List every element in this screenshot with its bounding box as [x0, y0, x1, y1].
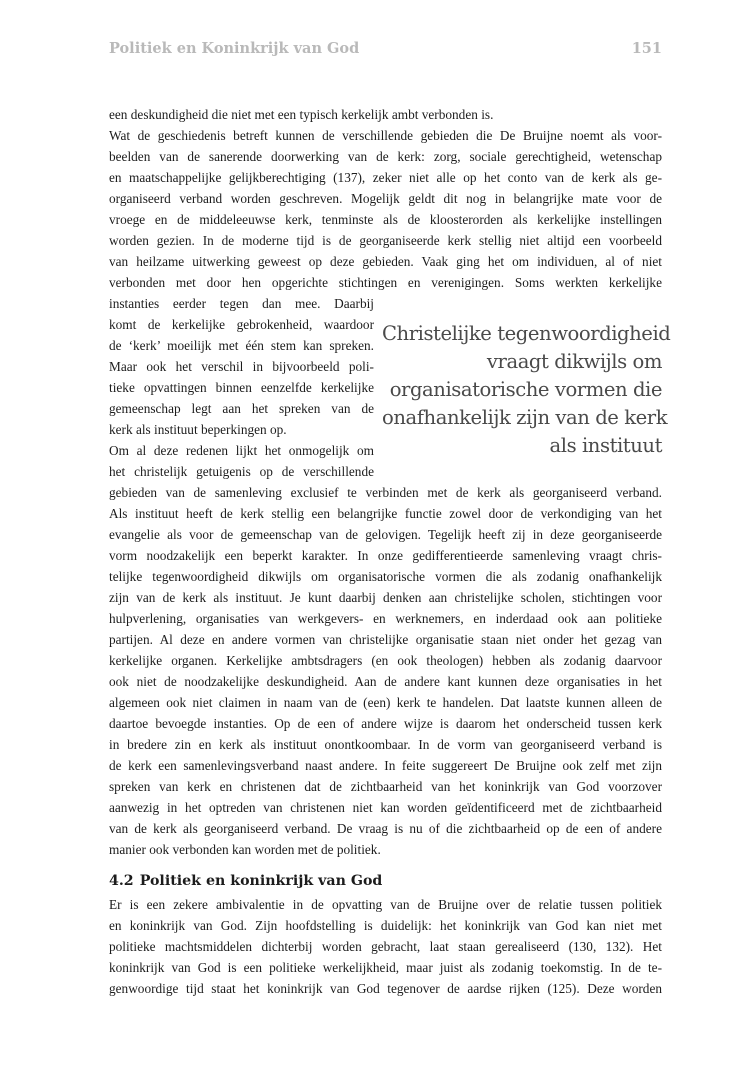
pull-quote-line: organisatorische vormen die [389, 378, 662, 401]
section-title: Politiek en koninkrijk van God [139, 873, 383, 889]
text-line: en maatschappelijke gelijkberechtiging (137), zeker niet alle op het conto van de kerk als ge- [109, 170, 662, 185]
text-line: de ‘kerk’ moeilijk met één stem kan spreken. [109, 338, 374, 353]
text-line: manier ook verbonden kan worden met de politiek. [109, 842, 381, 857]
pull-quote-line: Christelijke tegenwoordigheid [382, 322, 671, 345]
text-line: komt de kerkelijke gebrokenheid, waardoor [109, 317, 374, 332]
text-line: en koninkrijk van God. Zijn hoofdstelling is duidelijk: het koninkrijk van God kan niet met [109, 918, 662, 933]
text-line: hulpverlening, organisaties van werkgevers- en werknemers, en inderdaad ook aan politieke [109, 611, 662, 626]
main-text-block [109, 482, 662, 860]
text-line: gemeenschap legt aan het spreken van de [109, 401, 374, 416]
text-line: algemeen ook niet claimen in naam van de (een) kerk te handelen. Dat laatste kunnen alleen de [109, 695, 662, 710]
text-line: tieke opvattingen binnen eenzelfde kerkelijke [109, 380, 374, 395]
pull-quote [382, 320, 671, 460]
page-number: 151 [631, 40, 662, 57]
text-line: van de kerk als georganiseerd verband. De vraag is nu of die zichtbaarheid op de een of andere [109, 821, 662, 836]
text-line: verbonden met door hen opgerichte stichtingen en verenigingen. Soms werkten kerkelijke [109, 275, 662, 290]
text-line: organiseerd verband worden geschreven. Mogelijk geldt dit nog in belangrijke mate voor de [109, 191, 662, 206]
text-line: zijn van de kerk als instituut. Je kunt daarbij denken aan christelijke scholen, stichtingen voor [109, 590, 662, 605]
text-line: partijen. Al deze en andere vormen van christelijke organisatie staan niet onder het gezag van [109, 632, 662, 647]
text-line: beelden van de sanerende doorwerking van de kerk: zorg, sociale gerechtigheid, wetenschap [109, 149, 662, 164]
section-heading [109, 873, 662, 889]
text-line: vorm noodzakelijk een beperkt karakter. In onze gedifferentieerde samenleving vraagt chris- [109, 548, 662, 563]
pull-quote-line: onafhankelijk zijn van de kerk [382, 406, 668, 429]
text-line: Maar ook het verschil in bijvoorbeeld poli- [109, 359, 374, 374]
text-line: telijke tegenwoordigheid dikwijls om organisatorische vormen die als zodanig onafhankelijk [109, 569, 662, 584]
text-line: koninkrijk van God is een politieke werkelijkheid, maar juist als zodanig toekomstig. In de te- [109, 960, 662, 975]
top-text-block [109, 104, 662, 293]
text-line: genwoordige tijd staat het koninkrijk van God tegenover de aardse rijken (125). Deze worden [109, 981, 662, 996]
text-line: daartoe bevoegde instanties. Op de een of andere wijze is daarom het onderscheid tussen kerk [109, 716, 662, 731]
running-head [109, 40, 662, 62]
section-text-block [109, 894, 662, 999]
text-line: kerk als instituut beperkingen op. [109, 422, 287, 437]
running-head-title: Politiek en Koninkrijk van God [109, 40, 360, 57]
text-line: Er is een zekere ambivalentie in de opvatting van de Bruijne over de relatie tussen politiek [109, 897, 662, 912]
text-line: Om al deze redenen lijkt het onmogelijk om [109, 443, 374, 458]
pull-quote-line: vraagt dikwijls om [486, 350, 662, 373]
section-number: 4.2 [109, 873, 134, 889]
text-line: kerkelijke organen. Kerkelijke ambtsdragers (en ook theologen) hebben als zodanig daarvoor [109, 653, 662, 668]
wrapped-text-column [109, 293, 374, 482]
text-line: in bredere zin en kerk als instituut onontkoombaar. In de vorm van georganiseerd verband is [109, 737, 662, 752]
text-line: instanties eerder tegen dan mee. Daarbij [109, 296, 374, 311]
text-line: gebieden van de samenleving exclusief te verbinden met de kerk als georganiseerd verband. [109, 485, 662, 500]
text-line: spreken van kerk en christenen dat de zichtbaarheid van het koninkrijk van God voorzover [109, 779, 662, 794]
text-line: ook niet de noodzakelijke deskundigheid. Aan de andere kant kunnen deze organisaties in het [109, 674, 662, 689]
text-line: Als instituut heeft de kerk stellig een belangrijke functie zowel door de verkondiging van het [109, 506, 662, 521]
text-line: vroege en de middeleeuwse kerk, tenminste als de kloosterorden als kerkelijke instellingen [109, 212, 662, 227]
pull-quote-line: als instituut [549, 434, 662, 457]
text-line: een deskundigheid die niet met een typisch kerkelijk ambt verbonden is. [109, 107, 494, 122]
text-line: Wat de geschiedenis betreft kunnen de verschillende gebieden die De Bruijne noemt als voor- [109, 128, 662, 143]
text-line: het christelijk getuigenis op de verschillende [109, 464, 374, 479]
text-line: van heilzame uitwerking geweest op deze gebieden. Vaak ging het om individuen, al of niet [109, 254, 662, 269]
text-line: worden gezien. In de moderne tijd is de georganiseerde kerk stellig niet altijd een voorbeeld [109, 233, 662, 248]
text-line: evangelie als voor de gemeenschap van de gelovigen. Tegelijk heeft zij in deze georganiseerde [109, 527, 662, 542]
text-line: de kerk een samenlevingsverband naast andere. In feite suggereert De Bruijne ook zelf met zijn [109, 758, 662, 773]
text-line: politieke machtsmiddelen dichterbij worden gebracht, laat staan gerealiseerd (130, 132). Het [109, 939, 662, 954]
text-line: aanwezig in het optreden van christenen niet kan worden geïdentificeerd met de zichtbaarheid [109, 800, 662, 815]
